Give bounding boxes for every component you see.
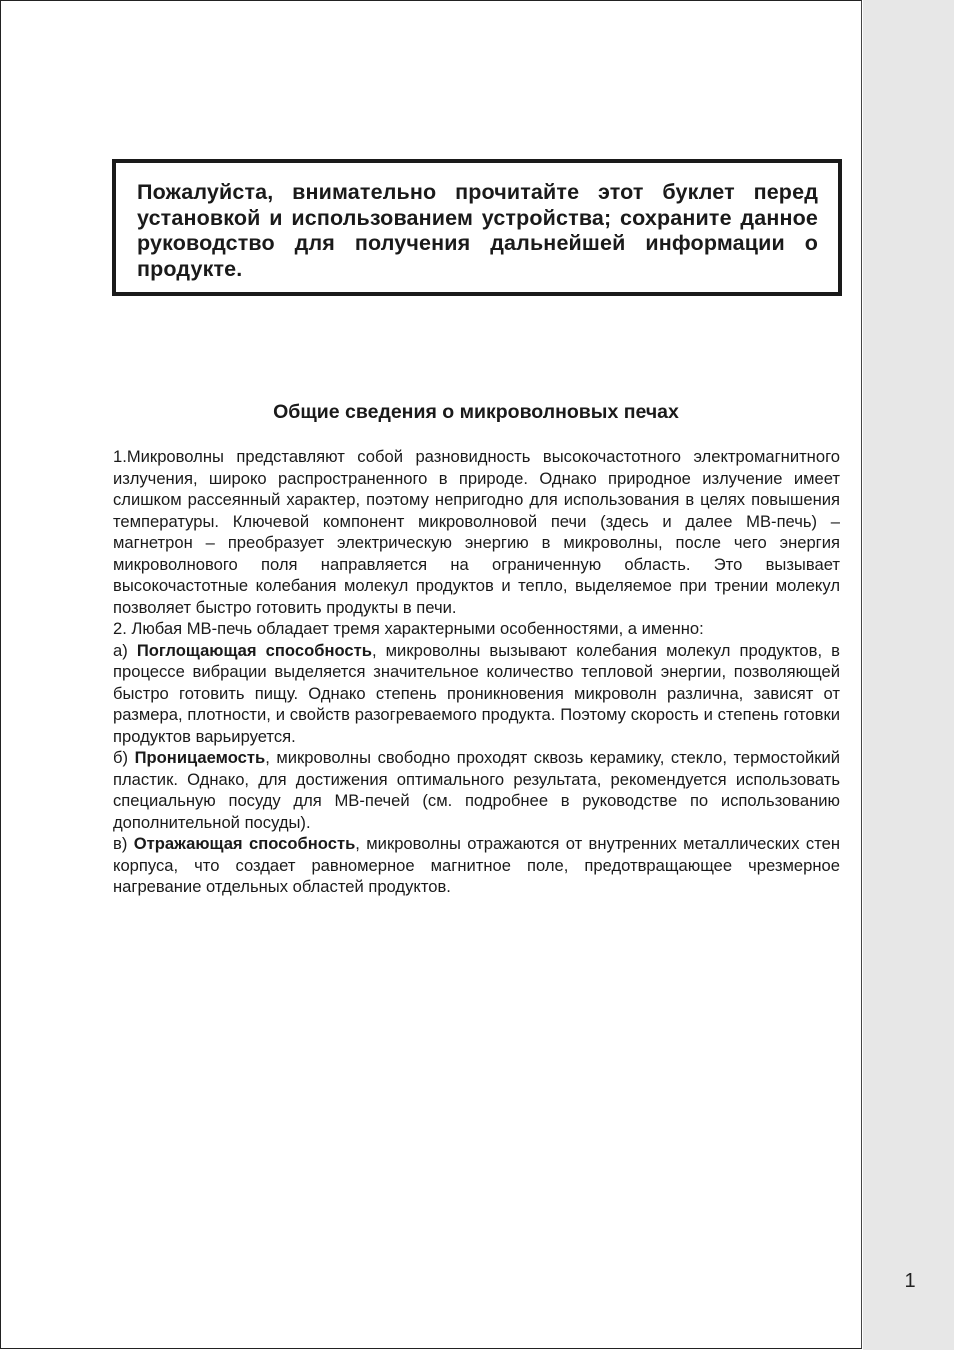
feature-item-prefix: а) [113,640,137,660]
notice-box [112,159,842,296]
feature-item-permeability [113,747,840,833]
section-title: Общие сведения о микроволновых печах [273,401,679,423]
feature-text-absorption: , микроволны вызывают колебания молекул продуктов, в процессе вибрации выделяется значительное количество тепловой энергии, позволяющей быстро готовить пищу. Однако степень проникновения микроволн различна, зависят от размера, плотности, и свойств разогреваемого продукта. Поэтому скорость и степень готовки продуктов варьируется. [113,640,840,746]
feature-term-absorption: Поглощающая способность [136,640,372,660]
paragraph-microwaves-intro: 1.Микроволны представляют собой разновидность высокочастотного электромагнитного излучения, широко распространенного в природе. Однако природное излучение имеет слишком рассеянный характер, поэтому непригодно для использования в целях повышения температуры. Ключевой компонент микроволновой печи (здесь и далее МВ-печь) – магнетрон – преобразует электрическую энергию в микроволны, после чего энергия микроволнового поля направляется на ограниченную область. Это вызывает высокочастотные колебания молекул продуктов и тепло, выделяемое при трении молекул позволяет быстро готовить продукты в печи. [113,447,840,617]
page-margin-strip [863,0,954,1350]
feature-item-reflection [113,833,840,898]
feature-term-reflection: Отражающая способность [133,834,356,853]
feature-item-absorption [113,640,840,748]
page-number: 1 [904,1270,916,1292]
feature-text-reflection: , микроволны отражаются от внутренних металлических стен корпуса, что создает равномерное магнитное поле, предотвращающее чрезмерное нагревание отдельных областей продуктов. [113,834,840,896]
feature-text-permeability: , микроволны свободно проходят сквозь керамику, стекло, термостойкий пластик. Однако, для достижения оптимального результата, рекомендуется использовать специальную посуду для МВ-печей (см. подробнее в руководстве по использованию дополнительной посуды). [113,748,841,832]
section-body [113,446,840,898]
notice-text: Пожалуйста, внимательно прочитайте этот буклет перед установкой и использованием устройства; сохраните данное руководство для получения дальнейшей информации о продукте. [137,180,818,281]
paragraph-features-intro: 2. Любая МВ-печь обладает тремя характерными особенностями, а именно: [113,619,704,638]
feature-item-prefix: в) [113,834,134,853]
feature-item-prefix: б) [113,748,135,767]
feature-term-permeability: Проницаемость [134,748,266,767]
